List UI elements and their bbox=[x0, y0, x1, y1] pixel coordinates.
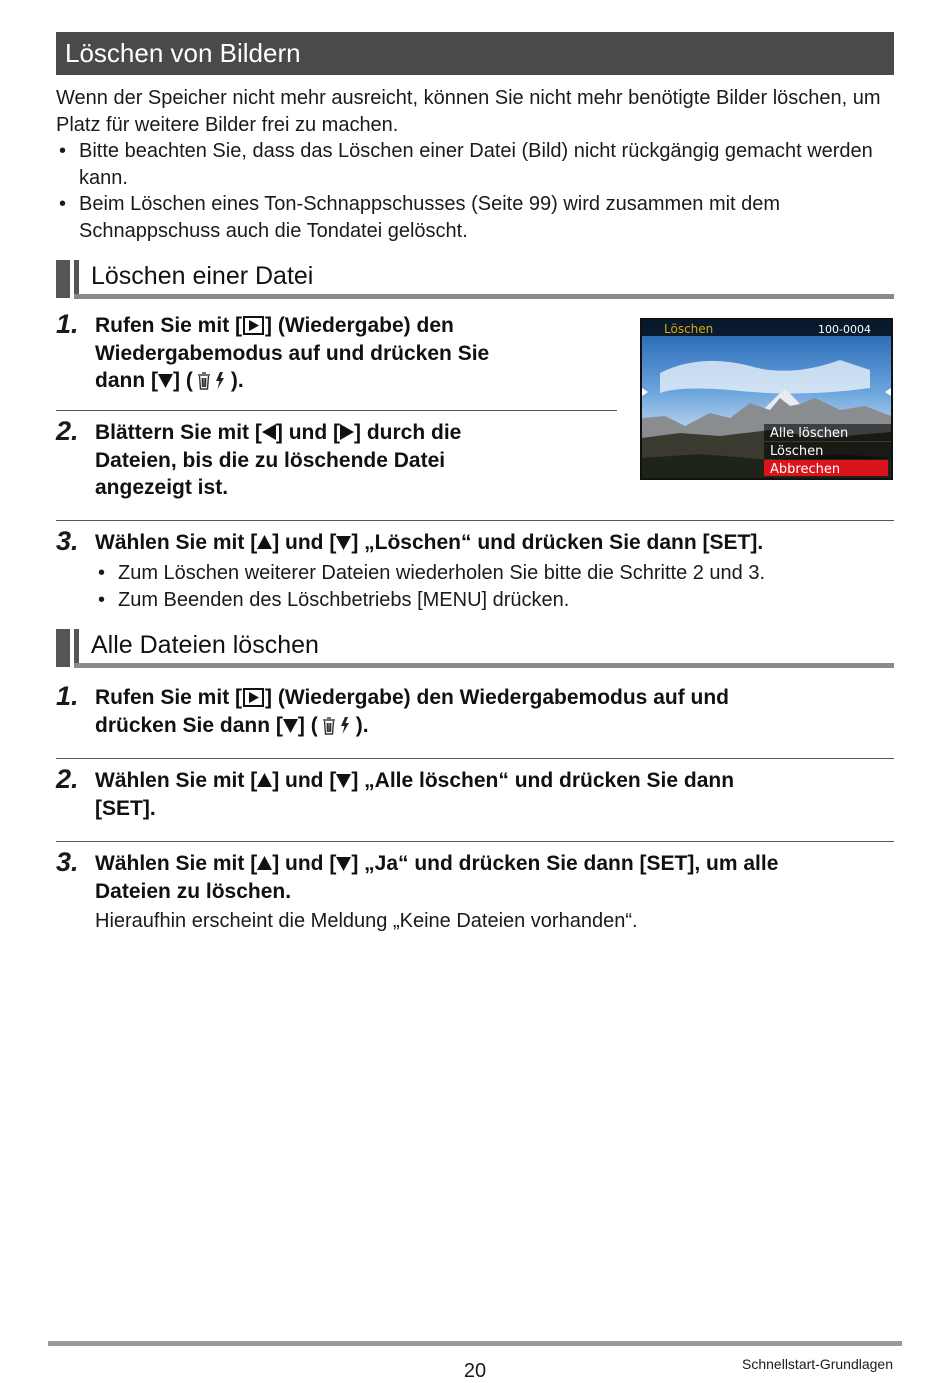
step-text: Dateien, bis die zu löschende Datei bbox=[95, 448, 446, 472]
down-arrow-icon bbox=[336, 856, 351, 871]
up-arrow-icon bbox=[257, 856, 272, 871]
step-number: 1. bbox=[56, 681, 79, 711]
step-1-text bbox=[95, 312, 625, 395]
down-arrow-icon bbox=[336, 773, 351, 788]
down-arrow-icon bbox=[336, 535, 351, 550]
step-text: ] und [ bbox=[275, 421, 341, 444]
step-text: drücken Sie dann [ bbox=[95, 713, 283, 737]
heading-bar bbox=[56, 629, 70, 667]
up-arrow-icon bbox=[257, 773, 272, 788]
heading-bar-thin bbox=[74, 260, 79, 298]
intro-bullet-2: • Beim Löschen eines Ton-Schnappschusses (Seite 99) wird zusammen mit dem Schnappschuss auch die Tondatei gelöscht. bbox=[56, 191, 896, 244]
step-text: ] „Ja“ und drücken Sie dann [SET], um alle bbox=[351, 852, 779, 875]
screen-header-left: Löschen bbox=[664, 322, 714, 336]
step-text: Rufen Sie mit [ bbox=[95, 686, 243, 709]
screen-menu-item: Alle löschen bbox=[770, 426, 849, 441]
heading-bar-thin bbox=[74, 629, 79, 667]
step-2-text bbox=[95, 767, 895, 822]
step-text: ] und [ bbox=[272, 769, 337, 792]
step-text: Wählen Sie mit [ bbox=[95, 531, 258, 554]
page-title: Löschen von Bildern bbox=[56, 32, 894, 75]
heading-underline bbox=[74, 663, 894, 668]
intro-text: Wenn der Speicher nicht mehr ausreicht, können Sie nicht mehr benötigte Bilder löschen, um Platz für weitere Bilder frei zu machen. bbox=[56, 87, 881, 136]
step-text: ] „Alle löschen“ und drücken Sie dann bbox=[351, 769, 735, 792]
step-text: ] durch die bbox=[354, 421, 462, 444]
intro-bullet-1: • Bitte beachten Sie, dass das Löschen einer Datei (Bild) nicht rückgängig gemacht werden kann. bbox=[56, 138, 896, 191]
step-number: 1. bbox=[56, 309, 79, 339]
screen-menu-item: Löschen bbox=[770, 444, 824, 459]
step-3-text bbox=[95, 529, 895, 557]
step-number: 3. bbox=[56, 526, 79, 556]
camera-screen-image bbox=[640, 318, 893, 480]
play-key-icon bbox=[243, 688, 264, 707]
step-text: Rufen Sie mit [ bbox=[95, 314, 243, 337]
left-arrow-icon bbox=[262, 424, 276, 440]
step-number: 3. bbox=[56, 847, 79, 877]
step-text: Wählen Sie mit [ bbox=[95, 852, 258, 875]
section-heading-text: Alle Dateien löschen bbox=[91, 631, 319, 659]
page-number: 20 bbox=[463, 1360, 487, 1382]
step-text: Blättern Sie mit [ bbox=[95, 421, 262, 444]
step-2-text bbox=[95, 419, 625, 502]
section-heading-delete-file bbox=[56, 260, 894, 300]
step-1-text bbox=[95, 684, 895, 739]
step-divider bbox=[56, 841, 894, 842]
step-text: [SET]. bbox=[95, 796, 156, 820]
note-bullet-1: • Zum Löschen weiterer Dateien wiederholen Sie bitte die Schritte 2 und 3. bbox=[95, 560, 895, 587]
trash-flash-icon bbox=[193, 368, 231, 392]
step-text: angezeigt ist. bbox=[95, 476, 229, 499]
heading-underline bbox=[74, 294, 894, 299]
step-text: ] (Wiedergabe) den bbox=[265, 314, 454, 337]
step-number: 2. bbox=[56, 416, 79, 446]
step-divider bbox=[56, 410, 617, 411]
step-text: ] (Wiedergabe) den Wiedergabemodus auf und bbox=[265, 686, 730, 709]
step-divider bbox=[56, 520, 894, 521]
step-text: ] ( bbox=[173, 369, 193, 392]
step-text: ] und [ bbox=[272, 852, 337, 875]
step-3-text bbox=[95, 850, 895, 905]
step-text: ). bbox=[355, 713, 369, 737]
step-text: Wiedergabemodus auf und drücken Sie bbox=[95, 341, 490, 365]
step-text: Dateien zu löschen. bbox=[95, 879, 292, 903]
step-3-notes bbox=[95, 560, 895, 614]
footer-divider bbox=[48, 1341, 902, 1346]
result-note: Hieraufhin erscheint die Meldung „Keine Dateien vorhanden“. bbox=[95, 910, 638, 932]
down-arrow-icon bbox=[158, 373, 173, 388]
step-divider bbox=[56, 758, 894, 759]
section-heading-delete-all bbox=[56, 629, 894, 669]
screen-header-right: 100-0004 bbox=[818, 323, 871, 336]
note-bullet-2: • Zum Beenden des Löschbetriebs [MENU] drücken. bbox=[95, 587, 895, 614]
step-number: 2. bbox=[56, 764, 79, 794]
trash-flash-icon bbox=[318, 713, 356, 737]
footer-section-label: Schnellstart-Grundlagen bbox=[742, 1356, 893, 1372]
step-text: ). bbox=[230, 369, 244, 392]
step-text: ] und [ bbox=[272, 531, 337, 554]
step-text: Wählen Sie mit [ bbox=[95, 769, 258, 792]
play-key-icon bbox=[243, 316, 264, 335]
right-arrow-icon bbox=[340, 424, 354, 440]
step-text: ] „Löschen“ und drücken Sie dann [SET]. bbox=[351, 531, 764, 554]
step-text: ] ( bbox=[297, 713, 318, 737]
step-text: dann [ bbox=[95, 369, 158, 392]
down-arrow-icon bbox=[283, 718, 298, 733]
intro-block bbox=[56, 85, 896, 244]
section-heading-text: Löschen einer Datei bbox=[91, 262, 314, 290]
heading-bar bbox=[56, 260, 70, 298]
screen-menu-item-selected: Abbrechen bbox=[770, 462, 841, 477]
up-arrow-icon bbox=[257, 535, 272, 550]
